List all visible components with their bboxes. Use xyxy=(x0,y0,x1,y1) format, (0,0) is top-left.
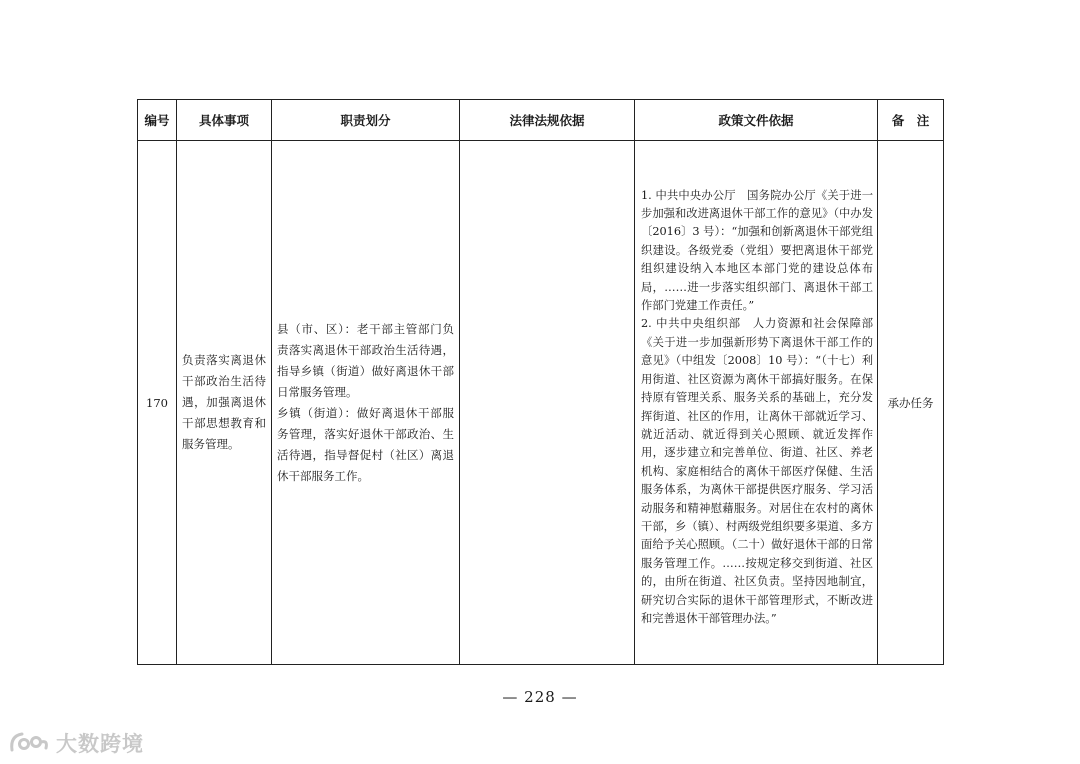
header-policy: 政策文件依据 xyxy=(635,100,878,141)
row-duty: 县（市、区）：老干部主管部门负责落实离退休干部政治生活待遇，指导乡镇（街道）做好离退休干部日常服务管理。 乡镇（街道）：做好离退休干部服务管理，落实好退休干部政治、生活待遇，指导督促村（社区）离退休干部服务工作。 xyxy=(277,321,454,483)
header-number: 编号 xyxy=(138,100,177,141)
row-policy: 1. 中共中央办公厅 国务院办公厅《关于进一步加强和改进离退休干部工作的意见》（中办发〔2016〕3 号）：“加强和创新离退休干部党组织建设。各级党委（党组）要把离退休干部党组织建设纳入本地区本部门党的建设总体布局，……进一步落实组织部门、离退休干部工作部门党建工作责任。” 2. 中共中央组织部 人力资源和社会保障部《关于进一步加强新形势下离退休干部工作的意见》（中组发〔2008〕10 号）：“（十七）利用街道、社区资源为离休干部搞好服务。在保持原有管理关系、服务关系的基础上，充分发挥街道、社区的作用，让离休干部就近学习、就近活动、就近得到关心照顾、就近发挥作用，逐步建立和完善单位、街道、社区、养老机构、家庭相结合的离休干部医疗保健、生活服务体系，为离休干部提供医疗服务、学习活动服务和精神慰藉服务。对居住在农村的离休干部，乡（镇）、村两级党组织要多渠道、多方面给予关心照顾。（二十）做好退休干部的日常服务管理工作。……按规定移交到街道、社区的，由所在街道、社区负责。坚持因地制宜，研究切合实际的退休干部管理形式，不断改进和完善退休干部管理办法。” xyxy=(641,188,873,625)
brand-logo-icon xyxy=(8,728,52,758)
page-number: — 228 — xyxy=(502,688,578,706)
header-law: 法律法规依据 xyxy=(460,100,635,141)
watermark xyxy=(8,728,144,758)
row-policy-cell xyxy=(635,141,878,665)
row-law xyxy=(460,141,635,665)
table-header-row xyxy=(138,100,944,141)
header-duty: 职责划分 xyxy=(272,100,460,141)
duty-table xyxy=(137,99,944,665)
watermark-text: 大数跨境 xyxy=(56,732,144,756)
row-number: 170 xyxy=(138,141,177,665)
header-remark: 备 注 xyxy=(878,100,944,141)
row-item: 负责落实离退休干部政治生活待遇，加强离退休干部思想教育和服务管理。 xyxy=(182,353,266,451)
row-item-cell xyxy=(177,141,272,665)
table-row xyxy=(138,141,944,665)
header-item: 具体事项 xyxy=(177,100,272,141)
row-remark: 承办任务 xyxy=(878,141,944,665)
row-duty-cell xyxy=(272,141,460,665)
